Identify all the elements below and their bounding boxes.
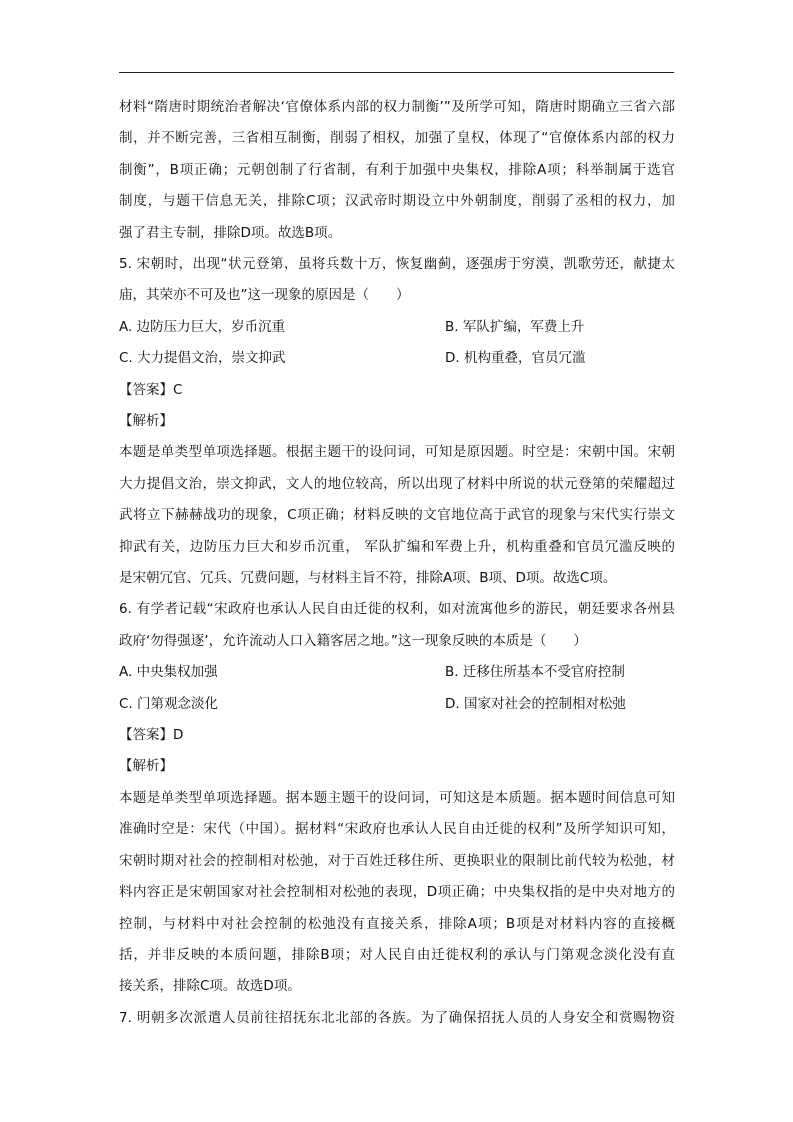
option-b: B. 军队扩编，军费上升: [445, 318, 585, 335]
option-d: D. 机构重叠，官员冗滥: [445, 350, 586, 367]
text-line: 控制，与材料中对社会控制的松弛没有直接关系，排除A项；B项是对材料内容的直接概: [119, 915, 675, 932]
text-line: 大力提倡文治，崇文抑武，文人的地位较高，所以出现了材料中所说的状元登第的荣耀超过: [119, 475, 675, 492]
question-6-options-row-2: [119, 689, 675, 720]
text-line: 括，并非反映的本质问题，排除B项；对人民自由迁徙权利的承认与门第观念淡化没有直: [119, 946, 675, 963]
question-5-analysis: [119, 437, 675, 594]
question-5-options-row-2: [119, 343, 675, 374]
text-line: 料内容正是宋朝国家对社会控制相对松弛的表现，D项正确；中央集权指的是中央对地方的: [119, 884, 675, 901]
question-6-stem: [119, 594, 675, 657]
option-d: D. 国家对社会的控制相对松弛: [445, 695, 626, 712]
text-line: 制衡”，B项正确；元朝创制了行省制，有利于加强中央集权，排除A项；科举制属于选官: [119, 161, 675, 178]
text-line: 5. 宋朝时，出现“状元登第，虽将兵数十万，恢复幽蓟，逐强虏于穷漠，凯歌劳还，献捷太: [119, 256, 675, 273]
text-line: 7. 明朝多次派遣人员前往招抚东北北部的各族。为了确保招抚人员的人身安全和赏赐物资: [119, 1009, 675, 1026]
header-rule: [119, 72, 674, 73]
text-line: 是宋朝冗官、冗兵、冗费问题，与材料主旨不符，排除A项、B项、D项。故选C项。: [119, 570, 617, 587]
text-line: 制度，与题干信息无关，排除C项；汉武帝时期设立中外朝制度，削弱了丞相的权力，加: [119, 193, 675, 210]
text-line: 材料“隋唐时期统治者解决‘官僚体系内部的权力制衡’”及所学可知，隋唐时期确立三省六部: [119, 99, 675, 115]
text-line: 制，并不断完善，三省相互制衡，削弱了相权，加强了皇权，体现了“官僚体系内部的权力: [119, 130, 675, 147]
answer-label: 【答案】D: [119, 727, 184, 744]
text-line: 宋朝时期对社会的控制相对松弛，对于百姓迁移住所、更换职业的限制比前代较为松弛，材: [119, 852, 675, 869]
text-line: 准确时空是：宋代（中国）。据材料“宋政府也承认人民自由迁徙的权利”及所学知识可知，: [119, 821, 675, 838]
text-line: 抑武有关，边防压力巨大和岁币沉重， 军队扩编和军费上升，机构重叠和官员冗滥反映的: [119, 538, 675, 555]
option-b: B. 迁移住所基本不受官府控制: [445, 664, 625, 681]
question-6-analysis: [119, 783, 675, 1003]
text-line: 强了君主专制，排除D项。故选B项。: [119, 224, 342, 241]
text-line: 接关系，排除C项。故选D项。: [119, 978, 301, 995]
question-6-options-row-1: [119, 657, 675, 688]
text-line: 庙，其荣亦不可及也”这一现象的原因是（ ）: [119, 287, 410, 304]
option-a: A. 边防压力巨大，岁币沉重: [119, 318, 286, 335]
question-7-stem: [119, 1003, 675, 1034]
question-5-options-row-1: [119, 312, 675, 343]
previous-analysis: [119, 92, 675, 249]
text-line: 6. 有学者记载“宋政府也承认人民自由迁徙的权利，如对流寓他乡的游民，朝廷要求各州县: [119, 601, 675, 618]
question-5-stem: [119, 249, 675, 312]
text-line: 政府‘勿得强逐’，允许流动人口入籍客居之地。”这一现象反映的本质是（ ）: [119, 632, 587, 649]
analysis-label: 【解析】: [119, 413, 173, 430]
text-line: 武将立下赫赫战功的现象，C项正确；材料反映的文官地位高于武官的现象与宋代实行崇文: [119, 507, 675, 524]
answer-label: 【答案】C: [119, 381, 183, 398]
option-c: C. 大力提倡文治，崇文抑武: [119, 350, 286, 367]
text-line: 本题是单类型单项选择题。据本题主题干的设问词，可知这是本质题。据本题时间信息可知: [119, 789, 675, 806]
option-c: C. 门第观念淡化: [119, 695, 219, 712]
document-body: [119, 92, 675, 1034]
option-a: A. 中央集权加强: [119, 664, 218, 681]
analysis-label: 【解析】: [119, 758, 173, 775]
text-line: 本题是单类型单项选择题。根据主题干的设问词，可知是原因题。时空是：宋朝中国。宋朝: [119, 444, 675, 461]
